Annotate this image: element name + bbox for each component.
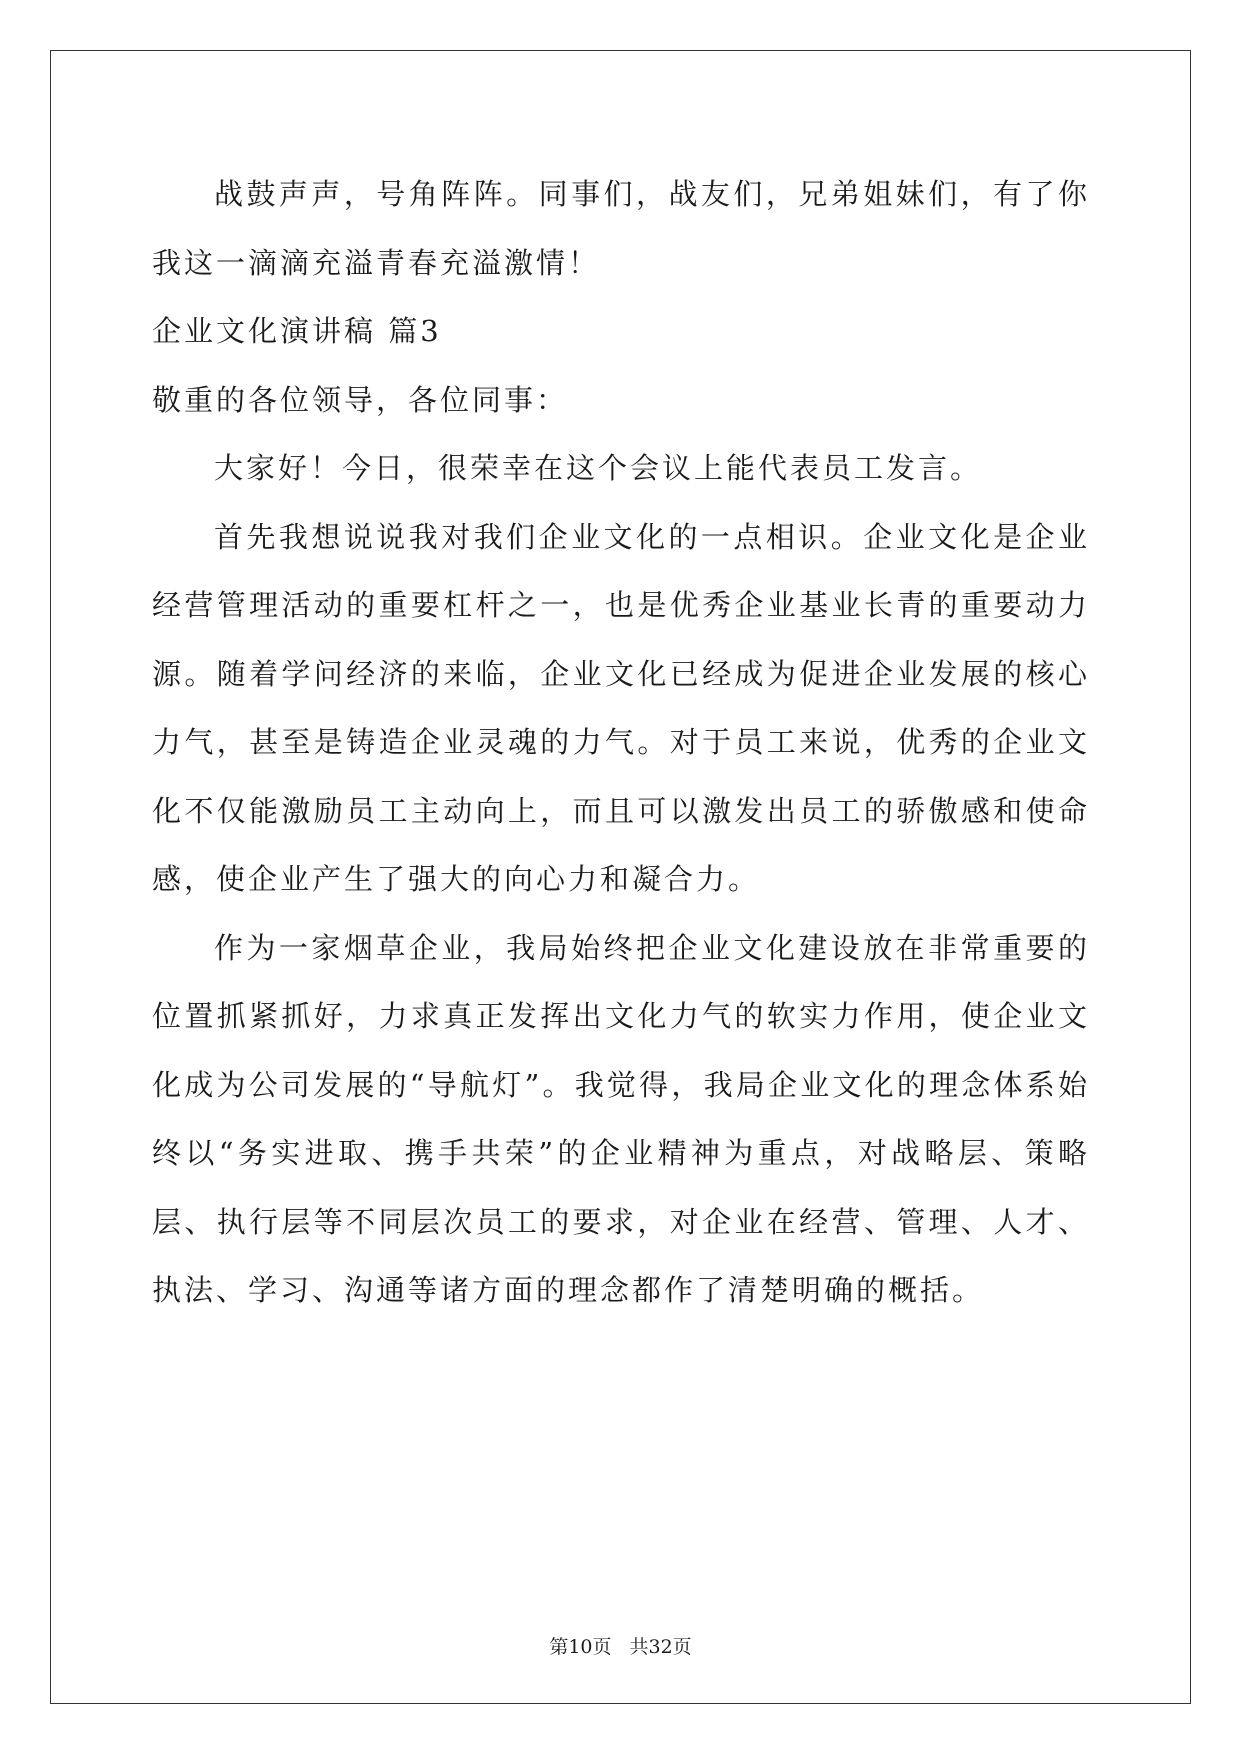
salutation: 敬重的各位领导，各位同事： — [152, 382, 569, 417]
section-heading: 企业文化演讲稿 篇3 — [152, 314, 442, 348]
page-total: 共32页 — [629, 1636, 692, 1658]
page-number: 第10页 — [549, 1636, 612, 1658]
page-footer — [0, 1632, 1241, 1659]
paragraph-1: 战鼓声声，号角阵阵。同事们，战友们，兄弟姐妹们，有了你我这一滴滴充溢青春充溢激情！ — [152, 177, 1090, 280]
paragraph-greeting: 大家好！今日，很荣幸在这个会议上能代表员工发言。 — [214, 451, 983, 485]
document-body — [152, 160, 1090, 1325]
paragraph-culture: 首先我想说说我对我们企业文化的一点相识。企业文化是企业经营管理活动的重要杠杆之一，也是优秀企业基业长青的重要动力源。随着学问经济的来临，企业文化已经成为促进企业发展的核心力气，甚至是铸造企业灵魂的力气。对于员工来说，优秀的企业文化不仅能激励员工主动向上，而且可以激发出员工的骄傲感和使命感，使企业产生了强大的向心力和凝合力。 — [152, 519, 1090, 896]
paragraph-tobacco: 作为一家烟草企业，我局始终把企业文化建设放在非常重要的位置抓紧抓好，力求真正发挥出文化力气的软实力作用，使企业文化成为公司发展的“导航灯”。我觉得，我局企业文化的理念体系始终以“务实进取、携手共荣”的企业精神为重点，对战略层、策略层、执行层等不同层次员工的要求，对企业在经营、管理、人才、执法、学习、沟通等诸方面的理念都作了清楚明确的概括。 — [152, 930, 1090, 1307]
